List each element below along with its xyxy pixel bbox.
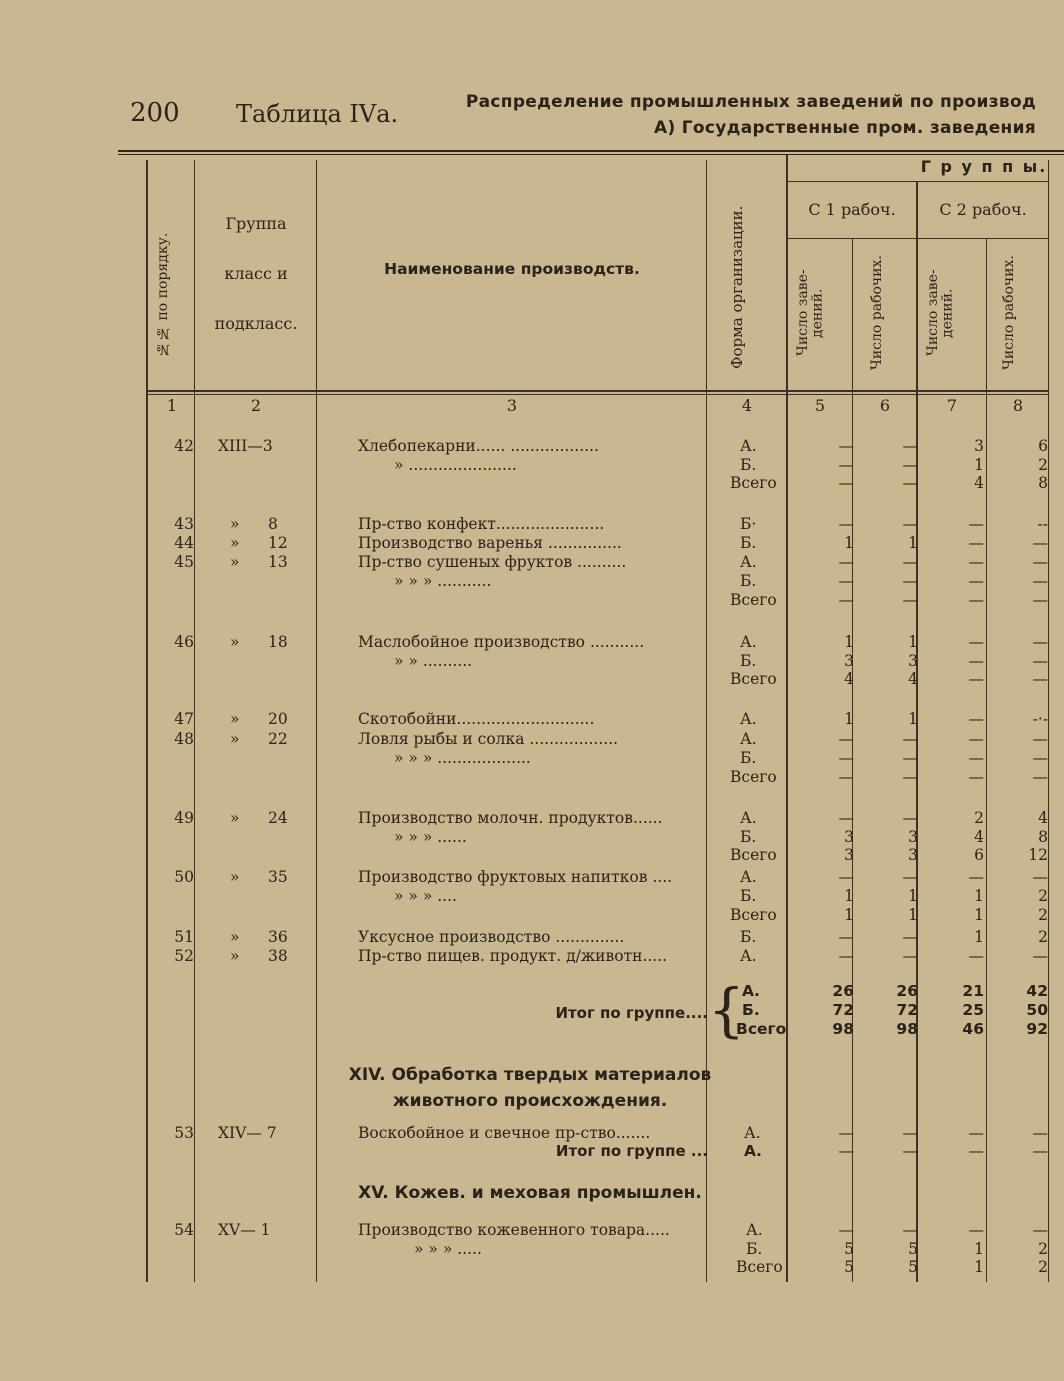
- form-cell: Всего: [736, 1258, 783, 1276]
- value-cell: 42: [1026, 982, 1048, 1000]
- ditto-mark: »: [230, 809, 240, 827]
- col-header-groups: Г р у п п ы.: [920, 157, 1048, 176]
- name-cell: » » » ...........: [394, 572, 492, 590]
- value-cell: 2: [1038, 928, 1048, 946]
- ditto-mark: »: [230, 730, 240, 748]
- value-cell: —: [902, 515, 918, 533]
- table-row: [0, 1257, 1064, 1277]
- row-number: 53: [174, 1124, 194, 1142]
- name-cell: Хлебопекарни...... ..................: [358, 437, 599, 455]
- form-cell: А.: [740, 437, 757, 455]
- brace: {: [708, 976, 745, 1044]
- form-cell: Б.: [740, 749, 757, 767]
- form-cell: Б.: [740, 887, 757, 905]
- value-cell: —: [902, 437, 918, 455]
- value-cell: —: [902, 730, 918, 748]
- form-cell: Б.: [742, 1001, 760, 1019]
- value-cell: 12: [1028, 846, 1048, 864]
- form-cell: Всего: [730, 591, 777, 609]
- ditto-mark: »: [230, 515, 240, 533]
- value-cell: —: [968, 534, 984, 552]
- value-cell: 2: [1038, 906, 1048, 924]
- value-cell: 1: [844, 633, 854, 651]
- value-cell: —: [902, 749, 918, 767]
- value-cell: 6: [1038, 437, 1048, 455]
- form-cell: А.: [740, 730, 757, 748]
- value-cell: 1: [908, 534, 918, 552]
- value-cell: —: [838, 928, 854, 946]
- form-cell: Всего: [736, 1020, 787, 1038]
- value-cell: —: [838, 947, 854, 965]
- value-cell: 1: [974, 906, 984, 924]
- table-row: [0, 748, 1064, 768]
- column-number: 2: [250, 396, 262, 415]
- form-cell: Б.: [740, 652, 757, 670]
- table-title: Распределение промышленных заведений по производ: [465, 92, 1036, 112]
- value-cell: —: [902, 1142, 918, 1160]
- value-cell: —: [968, 572, 984, 590]
- value-cell: —: [838, 553, 854, 571]
- row-number: 49: [174, 809, 194, 827]
- table-row: [0, 845, 1064, 865]
- name-cell: Пр-ство конфект......................: [358, 515, 605, 533]
- value-cell: —: [968, 515, 984, 533]
- value-cell: —: [838, 809, 854, 827]
- form-cell: Б.: [740, 534, 757, 552]
- section-title: XV. Кожев. и меховая промышлен.: [358, 1183, 702, 1203]
- value-cell: —: [968, 947, 984, 965]
- value-cell: 98: [896, 1020, 918, 1038]
- form-cell: А.: [744, 1142, 762, 1160]
- class-code: 35: [268, 868, 288, 886]
- column-number: 1: [166, 396, 178, 415]
- form-cell: Всего: [730, 768, 777, 786]
- name-cell: Производство молочн. продуктов......: [358, 809, 663, 827]
- value-cell: —: [968, 591, 984, 609]
- col-header-estab-a: Число заве-: [925, 269, 941, 357]
- form-cell: А.: [740, 633, 757, 651]
- form-cell: А.: [746, 1221, 763, 1239]
- total-label: Итог по группе....: [555, 1004, 708, 1022]
- value-cell: 92: [1026, 1020, 1048, 1038]
- value-cell: —: [902, 553, 918, 571]
- value-cell: —: [968, 633, 984, 651]
- value-cell: —: [1032, 1124, 1048, 1142]
- value-cell: —: [1032, 652, 1048, 670]
- value-cell: —: [902, 868, 918, 886]
- value-cell: —: [968, 1124, 984, 1142]
- value-cell: —: [902, 768, 918, 786]
- row-number: 45: [174, 553, 194, 571]
- form-cell: Б·: [740, 515, 757, 533]
- value-cell: —: [1032, 553, 1048, 571]
- col-header-group-l2: класс и: [224, 264, 288, 283]
- value-cell: 5: [844, 1258, 854, 1276]
- table-subtitle: А) Государственные пром. заведения: [654, 118, 1036, 138]
- table-row: [0, 981, 1064, 1001]
- value-cell: —: [968, 652, 984, 670]
- ditto-mark: »: [230, 534, 240, 552]
- value-cell: 3: [974, 437, 984, 455]
- total-label: Итог по группе ...: [555, 1142, 708, 1160]
- table-row: [0, 590, 1064, 610]
- value-cell: 2: [1038, 1258, 1048, 1276]
- table-row: [0, 552, 1064, 572]
- form-cell: Всего: [730, 670, 777, 688]
- name-cell: Пр-ство сушеных фруктов ..........: [358, 553, 627, 571]
- name-cell: Производство кожевенного товара.....: [358, 1221, 670, 1239]
- row-number: 52: [174, 947, 194, 965]
- column-number: 8: [1012, 396, 1024, 415]
- row-number: 50: [174, 868, 194, 886]
- value-cell: 1: [974, 456, 984, 474]
- column-number: 4: [741, 396, 753, 415]
- class-code: 20: [268, 710, 288, 728]
- value-cell: —: [968, 1221, 984, 1239]
- name-cell: » » ..........: [394, 652, 473, 670]
- table-row: [0, 1019, 1064, 1039]
- value-cell: 3: [908, 846, 918, 864]
- ditto-mark: »: [230, 868, 240, 886]
- value-cell: —: [968, 868, 984, 886]
- row-number: 48: [174, 730, 194, 748]
- row-number: 51: [174, 928, 194, 946]
- value-cell: 1: [974, 1240, 984, 1258]
- row-number: 44: [174, 534, 194, 552]
- ditto-mark: »: [230, 710, 240, 728]
- value-cell: —: [968, 1142, 984, 1160]
- value-cell: 3: [908, 652, 918, 670]
- form-cell: Б.: [740, 572, 757, 590]
- col-header-no: №№ по порядку.: [155, 232, 171, 358]
- column-number: 3: [506, 396, 518, 415]
- col-header-g2: С 2 рабоч.: [939, 200, 1027, 219]
- value-cell: 1: [844, 887, 854, 905]
- form-cell: Всего: [730, 906, 777, 924]
- table-row: [0, 455, 1064, 475]
- value-cell: —: [1032, 670, 1048, 688]
- table-row: [0, 1000, 1064, 1020]
- page-number: 200: [130, 98, 180, 128]
- name-cell: » » » .....: [414, 1240, 482, 1258]
- value-cell: 2: [974, 809, 984, 827]
- col-header-group-l1: Группа: [225, 214, 287, 233]
- value-cell: 5: [908, 1258, 918, 1276]
- value-cell: —: [838, 456, 854, 474]
- table-row: [0, 867, 1064, 887]
- table-row: [0, 669, 1064, 689]
- value-cell: —: [902, 1124, 918, 1142]
- column-number: 5: [814, 396, 826, 415]
- form-cell: А.: [740, 553, 757, 571]
- table-row: [0, 571, 1064, 591]
- value-cell: —: [1032, 1221, 1048, 1239]
- value-cell: 1: [908, 710, 918, 728]
- form-cell: А.: [740, 947, 757, 965]
- value-cell: —: [968, 710, 984, 728]
- value-cell: —: [968, 749, 984, 767]
- table-row: [0, 1220, 1064, 1240]
- table-row: [0, 886, 1064, 906]
- table-row: [0, 1123, 1064, 1143]
- value-cell: —: [902, 809, 918, 827]
- value-cell: 1: [908, 633, 918, 651]
- name-cell: Воскобойное и свечное пр-ство.......: [358, 1124, 651, 1142]
- row-number: 54: [174, 1221, 194, 1239]
- value-cell: --: [1037, 515, 1048, 533]
- value-cell: —: [1032, 633, 1048, 651]
- form-cell: А.: [740, 868, 757, 886]
- row-number: 47: [174, 710, 194, 728]
- value-cell: 72: [832, 1001, 854, 1019]
- ditto-mark: »: [230, 928, 240, 946]
- value-cell: 1: [974, 1258, 984, 1276]
- row-number: 43: [174, 515, 194, 533]
- value-cell: 4: [844, 670, 854, 688]
- class-code: 38: [268, 947, 288, 965]
- value-cell: —: [838, 515, 854, 533]
- col-header-group-l3: подкласс.: [214, 314, 298, 333]
- value-cell: 1: [974, 928, 984, 946]
- form-cell: Всего: [730, 846, 777, 864]
- table-row: [0, 1239, 1064, 1259]
- table-row: [0, 533, 1064, 553]
- value-cell: -·-: [1032, 710, 1048, 728]
- form-cell: Б.: [740, 456, 757, 474]
- row-number: 42: [174, 437, 194, 455]
- table-row: [0, 827, 1064, 847]
- value-cell: —: [838, 1142, 854, 1160]
- name-cell: Скотобойни............................: [358, 710, 595, 728]
- value-cell: 2: [1038, 1240, 1048, 1258]
- value-cell: 72: [896, 1001, 918, 1019]
- value-cell: —: [902, 591, 918, 609]
- class-code: XIII—3: [218, 437, 273, 455]
- value-cell: —: [838, 768, 854, 786]
- table-row: [0, 651, 1064, 671]
- class-code: 8: [268, 515, 278, 533]
- form-cell: А.: [740, 710, 757, 728]
- form-cell: А.: [744, 1124, 761, 1142]
- class-code: 12: [268, 534, 288, 552]
- value-cell: 2: [1038, 887, 1048, 905]
- value-cell: —: [1032, 572, 1048, 590]
- class-code: 13: [268, 553, 288, 571]
- value-cell: 4: [1038, 809, 1048, 827]
- section-title: XIV. Обработка твердых материалов: [348, 1065, 712, 1085]
- table-name: Таблица IVа.: [236, 100, 399, 128]
- class-code: 36: [268, 928, 288, 946]
- value-cell: 2: [1038, 456, 1048, 474]
- col-header-estab-b: дений.: [939, 288, 956, 338]
- form-cell: Б.: [746, 1240, 763, 1258]
- form-cell: А.: [740, 809, 757, 827]
- table-row: [0, 946, 1064, 966]
- table-row: [0, 729, 1064, 749]
- class-code: XV— 1: [218, 1221, 271, 1239]
- ditto-mark: »: [230, 947, 240, 965]
- value-cell: 5: [844, 1240, 854, 1258]
- value-cell: —: [838, 730, 854, 748]
- table-row: [0, 436, 1064, 456]
- value-cell: —: [902, 1221, 918, 1239]
- value-cell: 1: [908, 906, 918, 924]
- section-title: животного происхождения.: [392, 1091, 668, 1111]
- value-cell: —: [1032, 534, 1048, 552]
- value-cell: 25: [962, 1001, 984, 1019]
- value-cell: 50: [1026, 1001, 1048, 1019]
- table-row: [0, 808, 1064, 828]
- column-number: 6: [879, 396, 891, 415]
- value-cell: —: [1032, 591, 1048, 609]
- value-cell: —: [968, 553, 984, 571]
- col-header-form: Форма организации.: [728, 205, 746, 370]
- value-cell: 1: [844, 534, 854, 552]
- value-cell: 4: [974, 828, 984, 846]
- value-cell: 26: [832, 982, 854, 1000]
- value-cell: —: [838, 591, 854, 609]
- value-cell: —: [1032, 730, 1048, 748]
- value-cell: —: [838, 572, 854, 590]
- col-header-workers-2: Число рабочих.: [1001, 255, 1017, 371]
- name-cell: » » » ....: [394, 887, 457, 905]
- table-row: [0, 927, 1064, 947]
- value-cell: 3: [844, 828, 854, 846]
- value-cell: —: [902, 474, 918, 492]
- name-cell: » » » ......: [394, 828, 467, 846]
- value-cell: —: [838, 474, 854, 492]
- value-cell: —: [838, 868, 854, 886]
- value-cell: —: [1032, 947, 1048, 965]
- value-cell: —: [1032, 749, 1048, 767]
- col-header-estab-b: дений.: [809, 288, 826, 338]
- name-cell: Ловля рыбы и солка ..................: [358, 730, 619, 748]
- value-cell: 4: [974, 474, 984, 492]
- value-cell: 4: [908, 670, 918, 688]
- name-cell: Производство фруктовых напитков ....: [358, 868, 673, 886]
- table-row: [0, 514, 1064, 534]
- table-row: [0, 767, 1064, 787]
- value-cell: 8: [1038, 828, 1048, 846]
- value-cell: 1: [844, 906, 854, 924]
- value-cell: 5: [908, 1240, 918, 1258]
- form-cell: А.: [742, 982, 760, 1000]
- table-row: [0, 632, 1064, 652]
- class-code: 22: [268, 730, 288, 748]
- table-row: [0, 1141, 1064, 1161]
- value-cell: 8: [1038, 474, 1048, 492]
- value-cell: —: [902, 572, 918, 590]
- form-cell: Б.: [740, 928, 757, 946]
- value-cell: —: [902, 928, 918, 946]
- table-row: [0, 905, 1064, 925]
- col-header-name: Наименование производств.: [384, 260, 640, 278]
- row-number: 46: [174, 633, 194, 651]
- value-cell: 1: [844, 710, 854, 728]
- value-cell: 98: [832, 1020, 854, 1038]
- value-cell: —: [1032, 868, 1048, 886]
- ditto-mark: »: [230, 553, 240, 571]
- value-cell: —: [838, 1221, 854, 1239]
- name-cell: Маслобойное производство ...........: [358, 633, 645, 651]
- value-cell: —: [1032, 1142, 1048, 1160]
- col-header-workers-1: Число рабочих.: [869, 255, 885, 371]
- value-cell: —: [838, 437, 854, 455]
- value-cell: —: [968, 670, 984, 688]
- class-code: 24: [268, 809, 288, 827]
- value-cell: 3: [908, 828, 918, 846]
- value-cell: 1: [974, 887, 984, 905]
- table-row: [0, 709, 1064, 729]
- value-cell: —: [968, 768, 984, 786]
- value-cell: —: [838, 749, 854, 767]
- name-cell: Производство варенья ...............: [358, 534, 622, 552]
- name-cell: » » » ...................: [394, 749, 531, 767]
- value-cell: —: [902, 947, 918, 965]
- col-header-g1: С 1 рабоч.: [808, 200, 896, 219]
- form-cell: Всего: [730, 474, 777, 492]
- name-cell: Пр-ство пищев. продукт. д/животн.....: [358, 947, 668, 965]
- value-cell: —: [968, 730, 984, 748]
- value-cell: —: [1032, 768, 1048, 786]
- value-cell: 46: [962, 1020, 984, 1038]
- value-cell: 6: [974, 846, 984, 864]
- column-number: 7: [946, 396, 958, 415]
- name-cell: » ......................: [394, 456, 517, 474]
- value-cell: —: [838, 1124, 854, 1142]
- table-row: [0, 473, 1064, 493]
- value-cell: 3: [844, 652, 854, 670]
- value-cell: —: [902, 456, 918, 474]
- form-cell: Б.: [740, 828, 757, 846]
- value-cell: 3: [844, 846, 854, 864]
- value-cell: 26: [896, 982, 918, 1000]
- value-cell: 1: [908, 887, 918, 905]
- class-code: XIV— 7: [218, 1124, 277, 1142]
- ditto-mark: »: [230, 633, 240, 651]
- class-code: 18: [268, 633, 288, 651]
- value-cell: 21: [962, 982, 984, 1000]
- col-header-estab-a: Число заве-: [795, 269, 811, 357]
- name-cell: Уксусное производство ..............: [358, 928, 625, 946]
